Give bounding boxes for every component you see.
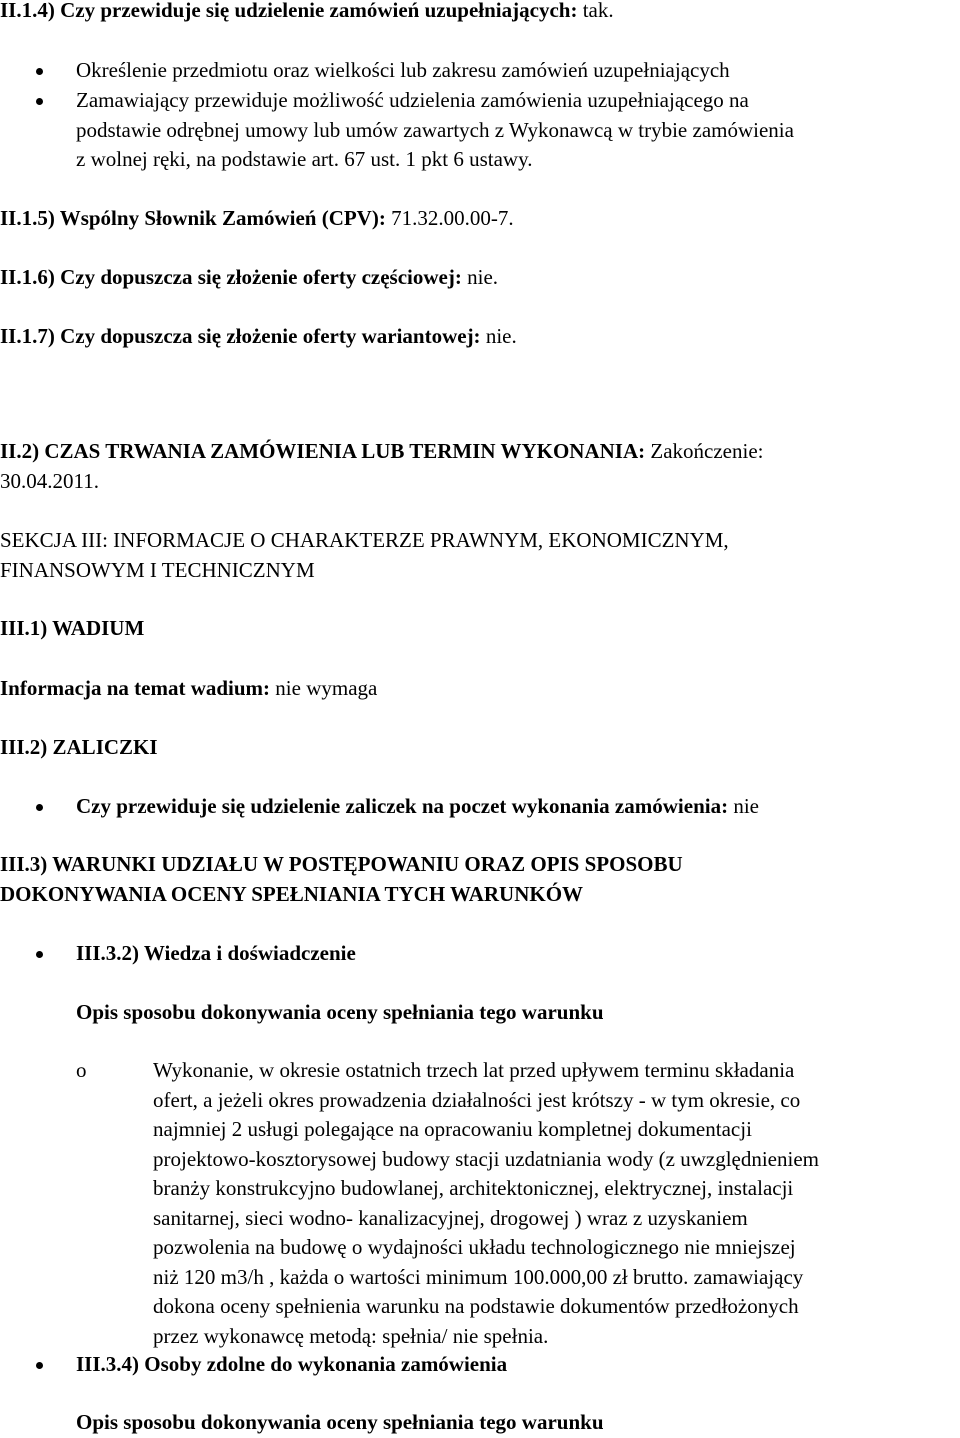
section-2-1-4 <box>0 0 958 26</box>
section-3-2: III.2) ZALICZKI <box>0 735 158 759</box>
section-3-1: III.1) WADIUM <box>0 616 145 640</box>
bullet-dot <box>36 951 43 958</box>
section-2-2: II.2) CZAS TRWANIA ZAMÓWIENIA LUB TERMIN WYKONANIA: Zakończenie: 30.04.2011. <box>0 439 764 493</box>
opis-heading-2: Opis sposobu dokonywania oceny spełniania tego warunku <box>76 1410 604 1434</box>
section-3-3: III.3) WARUNKI UDZIAŁU W POSTĘPOWANIU ORAZ OPIS SPOSOBU DOKONYWANIA OCENY SPEŁNIANIA TYCH WARUNKÓW <box>0 852 683 906</box>
circle-bullet-marker: o <box>76 1058 87 1082</box>
bullet-dot <box>36 98 43 105</box>
section-2-1-6: II.1.6) Czy dopuszcza się złożenie oferty częściowej: nie. <box>0 265 499 289</box>
section-label: II.1.4) Czy przewiduje się udzielenie zamówień uzupełniających: <box>0 0 578 22</box>
zaliczki-item: Czy przewiduje się udzielenie zaliczek na poczet wykonania zamówienia: nie <box>76 794 759 818</box>
section-3-3-4: III.3.4) Osoby zdolne do wykonania zamówienia <box>76 1352 508 1376</box>
bullet-dot <box>36 804 43 811</box>
bullet-item-1: Określenie przedmiotu oraz wielkości lub zakresu zamówień uzupełniających <box>76 58 730 82</box>
bullet-item-2: Zamawiający przewiduje możliwość udzielenia zamówienia uzupełniającego na podstawie odrębnej umowy lub umów zawartych z Wykonawcą w trybie zamówienia z wolnej ręki, na podstawie art. 67 ust. 1 pkt 6 ustawy. <box>76 88 794 171</box>
section-3-heading: SEKCJA III: INFORMACJE O CHARAKTERZE PRAWNYM, EKONOMICZNYM, FINANSOWYM I TECHNICZNYM <box>0 528 729 582</box>
opis-heading: Opis sposobu dokonywania oceny spełniania tego warunku <box>76 1000 604 1024</box>
section-3-3-2: III.3.2) Wiedza i doświadczenie <box>76 941 356 965</box>
section-2-1-5: II.1.5) Wspólny Słownik Zamówień (CPV): 71.32.00.00-7. <box>0 206 514 230</box>
section-value: tak. <box>577 0 614 22</box>
wiedza-description: Wykonanie, w okresie ostatnich trzech lat przed upływem terminu składania ofert, a jeżeli okres prowadzenia działalności jest krótszy - w tym okresie, co najmniej 2 usługi polegające na opracowaniu kompletnej dokumentacji projektowo-kosztorysowej budowy stacji uzdatniania wody (z uwzględnieniem branży konstrukcyjno budowlanej, architektonicznej, elektrycznej, instalacji sanitarnej, sieci wodno- kanalizacyjnej, drogowej ) wraz z uzyskaniem pozwolenia na budowę o wydajności układu technologicznego nie mniejszej niż 120 m3/h , każda o wartości minimum 100.000,00 zł brutto. zamawiający dokona oceny spełnienia warunku na podstawie dokumentów przedłożonych przez wykonawcę metodą: spełnia/ nie spełnia. <box>153 1058 819 1348</box>
bullet-dot <box>36 68 43 75</box>
wadium-info: Informacja na temat wadium: nie wymaga <box>0 676 378 700</box>
bullet-dot <box>36 1362 43 1369</box>
section-2-1-7: II.1.7) Czy dopuszcza się złożenie oferty wariantowej: nie. <box>0 324 517 348</box>
